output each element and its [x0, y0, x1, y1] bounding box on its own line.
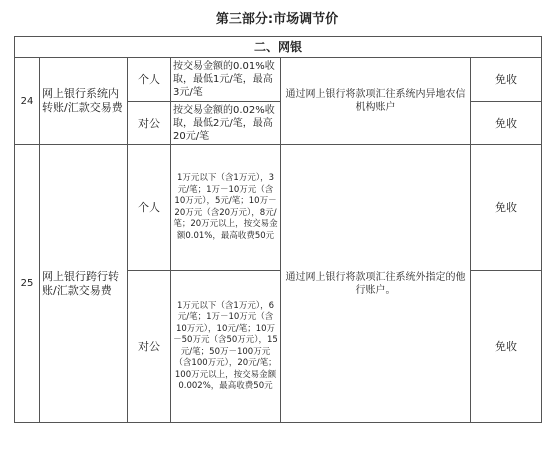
- price-value: 免收: [471, 271, 542, 423]
- row-number: 25: [15, 145, 40, 423]
- service-description: 通过网上银行将款项汇往系统外指定的他行账户。: [281, 145, 471, 423]
- page-title: 第三部分:市场调节价: [215, 12, 339, 27]
- customer-type: 个人: [128, 58, 171, 102]
- customer-type: 对公: [128, 102, 171, 145]
- fee-standard: 按交易金额的0.01%收取，最低1元/笔，最高3元/笔: [171, 58, 281, 102]
- customer-type: 对公: [128, 271, 171, 423]
- price-value: 免收: [471, 145, 542, 271]
- fee-standard: 1万元以下（含1万元），3元/笔；1万－10万元（含10万元），5元/笔；10万－20万元（含20万元），8元/笔；20万元以上，按交易金额0.01%，最高收费50元: [171, 145, 281, 271]
- service-name: 网上银行系统内转账/汇款交易费: [40, 58, 128, 145]
- service-name: 网上银行跨行转账/汇款交易费: [40, 145, 128, 423]
- fee-table: [14, 36, 542, 423]
- fee-standard: 1万元以下（含1万元），6元/笔；1万－10万元（含10万元），10元/笔；10万－50万元（含50万元），15元/笔；50万－100万元（含100万元），20元/笔；100万元以上，按交易金额0.002%，最高收费50元: [171, 271, 281, 423]
- row-number: 24: [15, 58, 40, 145]
- section-header: 二、网银: [15, 37, 542, 58]
- price-value: 免收: [471, 102, 542, 145]
- service-description: 通过网上银行将款项汇往系统内异地农信机构账户: [281, 58, 471, 145]
- price-value: 免收: [471, 58, 542, 102]
- fee-standard: 按交易金额的0.02%收取，最低2元/笔，最高20元/笔: [171, 102, 281, 145]
- customer-type: 个人: [128, 145, 171, 271]
